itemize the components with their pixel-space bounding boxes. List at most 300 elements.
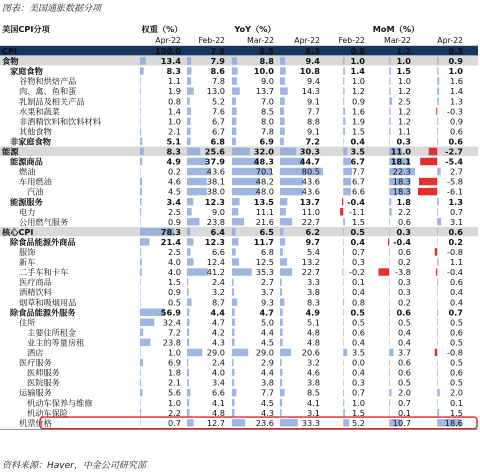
cell-value: 0.2 xyxy=(167,166,181,177)
cell-value: 9.4 xyxy=(306,76,320,87)
cell-value: 80.5 xyxy=(301,166,320,177)
cell-value: 0.6 xyxy=(448,136,463,147)
cell-value: 3.8 xyxy=(260,377,274,388)
mom-bar xyxy=(389,258,390,265)
mom-bar xyxy=(343,97,344,104)
cell-value: 2.9 xyxy=(260,357,274,368)
yoy-bar xyxy=(187,329,189,336)
yoy-bar xyxy=(280,57,285,64)
row-label: 烟草和吸烟用品 xyxy=(19,297,77,308)
cell-value: 33.3 xyxy=(301,417,320,428)
mom-bar xyxy=(343,218,345,225)
cell-value: 1.9 xyxy=(351,116,365,127)
mom-bar xyxy=(343,108,345,115)
yoy-bar xyxy=(187,339,189,346)
mom-bar xyxy=(437,359,438,366)
column-header: Apr-22 xyxy=(155,36,181,45)
yoy-bar xyxy=(187,228,190,235)
yoy-bar xyxy=(232,258,239,265)
cell-value: 0.1 xyxy=(351,277,365,288)
yoy-bar xyxy=(232,198,240,205)
cell-value: 6.5 xyxy=(259,226,274,237)
yoy-bar xyxy=(280,228,283,235)
cell-value: 9.3 xyxy=(260,297,274,308)
mom-bar xyxy=(437,238,438,245)
cell-value: 3.3 xyxy=(306,277,320,288)
cell-value: 9.4 xyxy=(305,56,320,67)
cell-value: 0.1 xyxy=(449,397,463,408)
cell-value: 1.4 xyxy=(449,86,463,97)
cell-value: 13.0 xyxy=(206,86,225,97)
yoy-bar xyxy=(187,389,190,396)
cell-value: -0.3 xyxy=(447,106,463,117)
cell-value: 1.0 xyxy=(351,397,365,408)
weight-bar xyxy=(140,67,144,74)
cell-value: 4.3 xyxy=(211,337,225,348)
cell-value: 0.9 xyxy=(448,56,463,67)
cell-value: 0.5 xyxy=(449,317,463,328)
cell-value: 8.8 xyxy=(306,116,320,127)
cell-value: 0.4 xyxy=(449,287,463,298)
row-label: 公用燃气服务 xyxy=(19,216,69,227)
mom-bar xyxy=(343,309,344,316)
yoy-bar xyxy=(280,409,282,416)
row-label: 业主的等量房租 xyxy=(27,337,85,348)
cell-value: 6.9 xyxy=(167,357,181,368)
mom-bar xyxy=(437,198,439,205)
cell-value: 6.6 xyxy=(351,186,365,197)
cell-value: 7.7 xyxy=(260,387,274,398)
cell-value: 8.5 xyxy=(260,106,274,117)
cell-value: 11.0 xyxy=(390,146,411,157)
cell-value: 13.5 xyxy=(253,196,274,207)
mom-bar xyxy=(437,379,438,386)
row-label: 乳制品及相关产品 xyxy=(19,96,85,107)
weight-bar xyxy=(140,168,141,175)
yoy-bar xyxy=(232,218,244,225)
cell-value: 0.4 xyxy=(351,367,365,378)
weight-bar xyxy=(140,118,141,125)
row-label: 家庭食物 xyxy=(10,66,43,77)
cell-value: 32.4 xyxy=(162,317,181,328)
cell-value: 5.1 xyxy=(166,136,181,147)
mom-bar-negative xyxy=(429,148,437,155)
cell-value: 0.6 xyxy=(397,357,411,368)
cell-value: 0.5 xyxy=(350,307,365,318)
row-label: 电力 xyxy=(19,206,36,217)
cell-value: 0.5 xyxy=(397,377,411,388)
mom-bar xyxy=(389,97,392,104)
cell-value: 12.3 xyxy=(204,236,225,247)
cell-value: 1.0 xyxy=(397,76,411,87)
cell-value: 23.8 xyxy=(162,337,181,348)
figure-caption: 图表：美国通胀数据分项 xyxy=(2,4,102,14)
cell-value: 7.9 xyxy=(210,56,225,67)
cell-value: 3.1 xyxy=(306,407,320,418)
cell-value: 4.8 xyxy=(306,337,320,348)
cell-value: 1.2 xyxy=(351,86,365,97)
cell-value: 8.8 xyxy=(259,56,274,67)
yoy-bar xyxy=(280,419,298,426)
cell-value: 4.5 xyxy=(260,337,274,348)
cell-value: 0.4 xyxy=(350,236,365,247)
mom-bar xyxy=(389,87,390,94)
yoy-bar xyxy=(280,87,288,94)
cell-value: 0.3 xyxy=(397,287,411,298)
cell-value: 1.8 xyxy=(396,196,411,207)
yoy-bar xyxy=(232,349,248,356)
mom-bar xyxy=(437,298,438,305)
mom-bar xyxy=(437,57,438,64)
weight-bar xyxy=(140,268,142,275)
yoy-bar xyxy=(187,288,189,295)
cell-value: 2.4 xyxy=(211,277,225,288)
cell-value: 2.5 xyxy=(167,247,181,257)
weight-bar xyxy=(140,369,141,376)
cell-value: 1.0 xyxy=(167,116,181,127)
cell-value: 18.3 xyxy=(392,186,411,197)
cell-value: 2.2 xyxy=(167,407,181,418)
mom-bar xyxy=(389,389,391,396)
yoy-bar xyxy=(232,87,240,94)
cell-value: 0.0 xyxy=(351,357,365,368)
yoy-bar xyxy=(280,349,291,356)
mom-bar xyxy=(389,248,390,255)
cell-value: 6.4 xyxy=(210,226,225,237)
cell-value: 7.0 xyxy=(260,96,274,107)
yoy-bar xyxy=(280,67,286,74)
yoy-bar xyxy=(280,369,282,376)
mom-bar xyxy=(389,278,390,285)
cell-value: 7.7 xyxy=(306,106,320,117)
mom-bar xyxy=(437,329,438,336)
weight-bar xyxy=(140,379,141,386)
column-header: Apr-22 xyxy=(294,36,320,45)
row-label: 除食品能源外服务 xyxy=(10,307,76,318)
mom-bar-negative xyxy=(420,158,437,165)
cell-value: 1.4 xyxy=(350,66,365,77)
row-label: 食物 xyxy=(2,56,19,67)
cell-value: 4.7 xyxy=(259,307,274,318)
mom-bar xyxy=(389,409,390,416)
weight-bar xyxy=(140,349,141,356)
mom-bar xyxy=(343,138,344,145)
yoy-bar xyxy=(232,278,234,285)
cell-value: 0.6 xyxy=(449,327,463,338)
header-label: 美国CPI分项 xyxy=(2,24,50,34)
yoy-bar xyxy=(232,389,236,396)
cell-value: 3.8 xyxy=(306,287,320,298)
mom-bar xyxy=(437,319,438,326)
mom-bar xyxy=(389,399,390,406)
yoy-bar xyxy=(187,148,200,155)
mom-bar xyxy=(389,77,390,84)
cell-value: 1.3 xyxy=(448,196,463,207)
yoy-bar xyxy=(187,77,191,84)
cell-value: 6.7 xyxy=(211,126,225,137)
row-label: 谷物和烘焙产品 xyxy=(19,76,77,87)
cell-value: 8.5 xyxy=(306,387,320,398)
cell-value: 9.1 xyxy=(306,96,320,107)
cell-value: 8.5 xyxy=(259,46,274,56)
cell-value: 2.0 xyxy=(449,387,463,398)
mom-bar-negative xyxy=(436,268,437,275)
cell-value: 0.6 xyxy=(449,367,463,378)
cell-value: 13.2 xyxy=(301,257,320,268)
cell-value: 13.4 xyxy=(160,56,181,67)
yoy-bar xyxy=(232,309,235,316)
cell-value: 44.7 xyxy=(299,156,320,167)
mom-bar xyxy=(389,288,390,295)
row-label: 医师服务 xyxy=(27,367,60,378)
cell-value: 3.5 xyxy=(350,146,365,157)
weight-bar xyxy=(140,238,149,245)
column-header: Mar-22 xyxy=(247,36,274,45)
mom-bar xyxy=(343,288,344,295)
cell-value: 2.7 xyxy=(260,277,274,288)
cell-value: 4.0 xyxy=(167,257,181,268)
yoy-bar xyxy=(187,108,191,115)
cell-value: 1.0 xyxy=(351,76,365,87)
yoy-bar xyxy=(280,359,282,366)
cell-value: 4.0 xyxy=(167,267,181,278)
cell-value: 1.0 xyxy=(396,56,411,67)
row-label: 机票价格 xyxy=(19,417,52,428)
cell-value: 0.9 xyxy=(167,287,181,298)
yoy-bar xyxy=(232,298,237,305)
mom-bar xyxy=(343,148,347,155)
cell-value: 8.7 xyxy=(211,297,225,308)
yoy-bar xyxy=(187,319,189,326)
cell-value: 0.9 xyxy=(449,116,463,127)
cell-value: 4.0 xyxy=(211,367,225,378)
cell-value: 10.0 xyxy=(253,66,274,77)
cell-value: 0.8 xyxy=(167,96,181,107)
mom-bar xyxy=(343,228,344,235)
mom-bar xyxy=(389,228,390,235)
yoy-bar xyxy=(232,138,236,145)
cell-value: 0.7 xyxy=(167,417,181,428)
cell-value: 1.8 xyxy=(167,367,181,378)
source-note: 资料来源：Haver，中金公司研究部 xyxy=(2,461,146,471)
row-label: 主要住所租金 xyxy=(27,327,77,338)
cell-value: 2.1 xyxy=(167,377,181,388)
mom-bar xyxy=(437,409,439,416)
mom-bar xyxy=(343,298,344,305)
cell-value: 0.3 xyxy=(397,277,411,288)
cell-value: 6.7 xyxy=(211,116,225,127)
cell-value: 38.0 xyxy=(206,186,225,197)
cell-value: 3.5 xyxy=(351,347,365,358)
row-label: 核心CPI xyxy=(2,226,34,237)
cell-value: -2.7 xyxy=(445,146,463,157)
row-label: 服饰 xyxy=(19,247,36,257)
mom-bar xyxy=(343,128,345,135)
cell-value: 1.1 xyxy=(167,76,181,87)
cell-value: 14.3 xyxy=(301,86,320,97)
cell-value: 3.7 xyxy=(260,287,274,298)
mom-bar xyxy=(343,359,344,366)
cell-value: 2.5 xyxy=(167,206,181,217)
mom-bar xyxy=(437,168,440,175)
cell-value: 4.8 xyxy=(211,407,225,418)
weight-bar xyxy=(140,198,141,205)
weight-bar xyxy=(140,77,141,84)
cell-value: 11.0 xyxy=(301,206,320,217)
cell-value: 4.8 xyxy=(306,327,320,338)
cell-value: 0.3 xyxy=(396,226,411,237)
cell-value: 2.4 xyxy=(211,357,225,368)
cell-value: 3.7 xyxy=(397,347,411,358)
mom-bar xyxy=(389,57,390,64)
cell-value: 9.0 xyxy=(211,206,225,217)
cell-value: 48.3 xyxy=(253,156,274,167)
row-label: 运输服务 xyxy=(19,387,52,398)
mom-bar xyxy=(343,329,344,336)
mom-bar-negative xyxy=(388,238,389,245)
row-label: 机动车保险 xyxy=(27,407,68,418)
cell-value: -0.4 xyxy=(447,267,463,278)
mom-bar xyxy=(343,349,347,356)
yoy-bar xyxy=(232,359,234,366)
cell-value: 0.6 xyxy=(449,277,463,288)
yoy-bar xyxy=(280,389,285,396)
cell-value: 5.1 xyxy=(306,317,320,328)
cell-value: 8.3 xyxy=(306,297,320,308)
yoy-bar xyxy=(232,329,234,336)
cell-value: 1.5 xyxy=(396,66,411,77)
cell-value: 4.9 xyxy=(166,156,181,167)
cell-value: 7.9 xyxy=(210,46,225,56)
mom-bar xyxy=(343,278,344,285)
row-label: 其他食物 xyxy=(19,126,52,137)
yoy-bar xyxy=(187,349,202,356)
weight-bar xyxy=(140,218,141,225)
cell-value: 11.1 xyxy=(255,206,274,217)
cell-value: 2.1 xyxy=(167,126,181,137)
yoy-bar xyxy=(187,409,190,416)
cell-value: 0.4 xyxy=(351,287,365,298)
cell-value: 18.3 xyxy=(392,176,411,187)
yoy-bar xyxy=(187,198,193,205)
cell-value: -0.8 xyxy=(447,347,463,358)
row-label: 医疗商品 xyxy=(19,277,52,288)
yoy-bar xyxy=(280,278,282,285)
group-header: YoY（%） xyxy=(234,24,276,34)
cell-value: 18.1 xyxy=(390,156,411,167)
cell-value: 0.6 xyxy=(449,126,463,137)
yoy-bar xyxy=(232,118,236,125)
cell-value: 6.7 xyxy=(350,156,365,167)
cell-value: 0.6 xyxy=(397,216,411,227)
cell-value: 0.6 xyxy=(396,307,411,318)
row-label: 医院服务 xyxy=(27,377,60,388)
mom-bar xyxy=(437,87,439,94)
mom-bar xyxy=(389,208,392,215)
mom-bar xyxy=(343,379,344,386)
mom-bar xyxy=(389,298,390,305)
yoy-bar xyxy=(187,87,194,94)
cell-value: 0.6 xyxy=(397,367,411,378)
cell-value: 4.1 xyxy=(211,397,225,408)
mom-bar xyxy=(437,77,439,84)
mom-bar xyxy=(437,67,438,74)
mom-bar xyxy=(389,309,390,316)
cell-value: 12.7 xyxy=(206,417,225,428)
row-label: 非酒精饮料和饮料材料 xyxy=(19,116,101,127)
mom-bar xyxy=(437,228,438,235)
weight-bar xyxy=(140,158,142,165)
mom-bar-negative xyxy=(419,178,437,185)
cell-value: 22.7 xyxy=(301,216,320,227)
cell-value: 5.2 xyxy=(351,417,365,428)
row-label: 燃油 xyxy=(19,166,36,177)
mom-bar xyxy=(343,369,344,376)
cell-value: 0.3 xyxy=(396,136,411,147)
cell-value: 8.3 xyxy=(305,46,320,56)
yoy-bar xyxy=(280,298,284,305)
cell-value: 1.5 xyxy=(351,216,365,227)
mom-bar xyxy=(389,218,390,225)
mom-bar xyxy=(389,128,390,135)
yoy-bar xyxy=(187,248,190,255)
yoy-bar xyxy=(187,359,188,366)
cell-value: 0.5 xyxy=(449,337,463,348)
cell-value: 4.6 xyxy=(167,176,181,187)
mom-bar xyxy=(343,399,344,406)
yoy-bar xyxy=(187,399,189,406)
cell-value: 0.2 xyxy=(448,236,463,247)
yoy-bar xyxy=(280,238,285,245)
yoy-bar xyxy=(187,57,191,64)
cell-value: 1.1 xyxy=(397,126,411,137)
cell-value: 12.3 xyxy=(204,196,225,207)
weight-bar xyxy=(140,188,142,195)
cell-value: 13.7 xyxy=(255,86,274,97)
cell-value: 41.2 xyxy=(206,267,225,278)
cell-value: 0.4 xyxy=(350,136,365,147)
cell-value: 4.4 xyxy=(210,307,225,318)
weight-bar xyxy=(140,409,141,416)
mom-bar xyxy=(389,379,390,386)
mom-bar xyxy=(343,188,351,195)
weight-bar xyxy=(140,288,141,295)
mom-bar xyxy=(343,178,351,185)
cell-value: 0.5 xyxy=(167,297,181,308)
mom-bar xyxy=(343,248,344,255)
cell-value: 30.3 xyxy=(299,146,320,157)
cell-value: 43.6 xyxy=(301,176,320,187)
cell-value: 4.1 xyxy=(306,397,320,408)
cell-value: 48.2 xyxy=(255,176,274,187)
yoy-bar xyxy=(232,288,234,295)
yoy-bar xyxy=(232,419,245,426)
yoy-bar xyxy=(232,319,235,326)
yoy-bar xyxy=(187,379,189,386)
yoy-bar xyxy=(187,67,191,74)
cell-value: 56.9 xyxy=(160,307,181,318)
yoy-bar xyxy=(187,309,189,316)
cell-value: 5.6 xyxy=(167,387,181,398)
cell-value: -0.8 xyxy=(447,247,463,257)
mom-bar xyxy=(437,309,438,316)
mom-bar xyxy=(343,339,344,346)
mom-bar xyxy=(343,168,352,175)
yoy-bar xyxy=(232,399,235,406)
cell-value: 29.0 xyxy=(255,347,274,358)
yoy-bar xyxy=(280,128,285,135)
cell-value: 0.4 xyxy=(449,297,463,308)
